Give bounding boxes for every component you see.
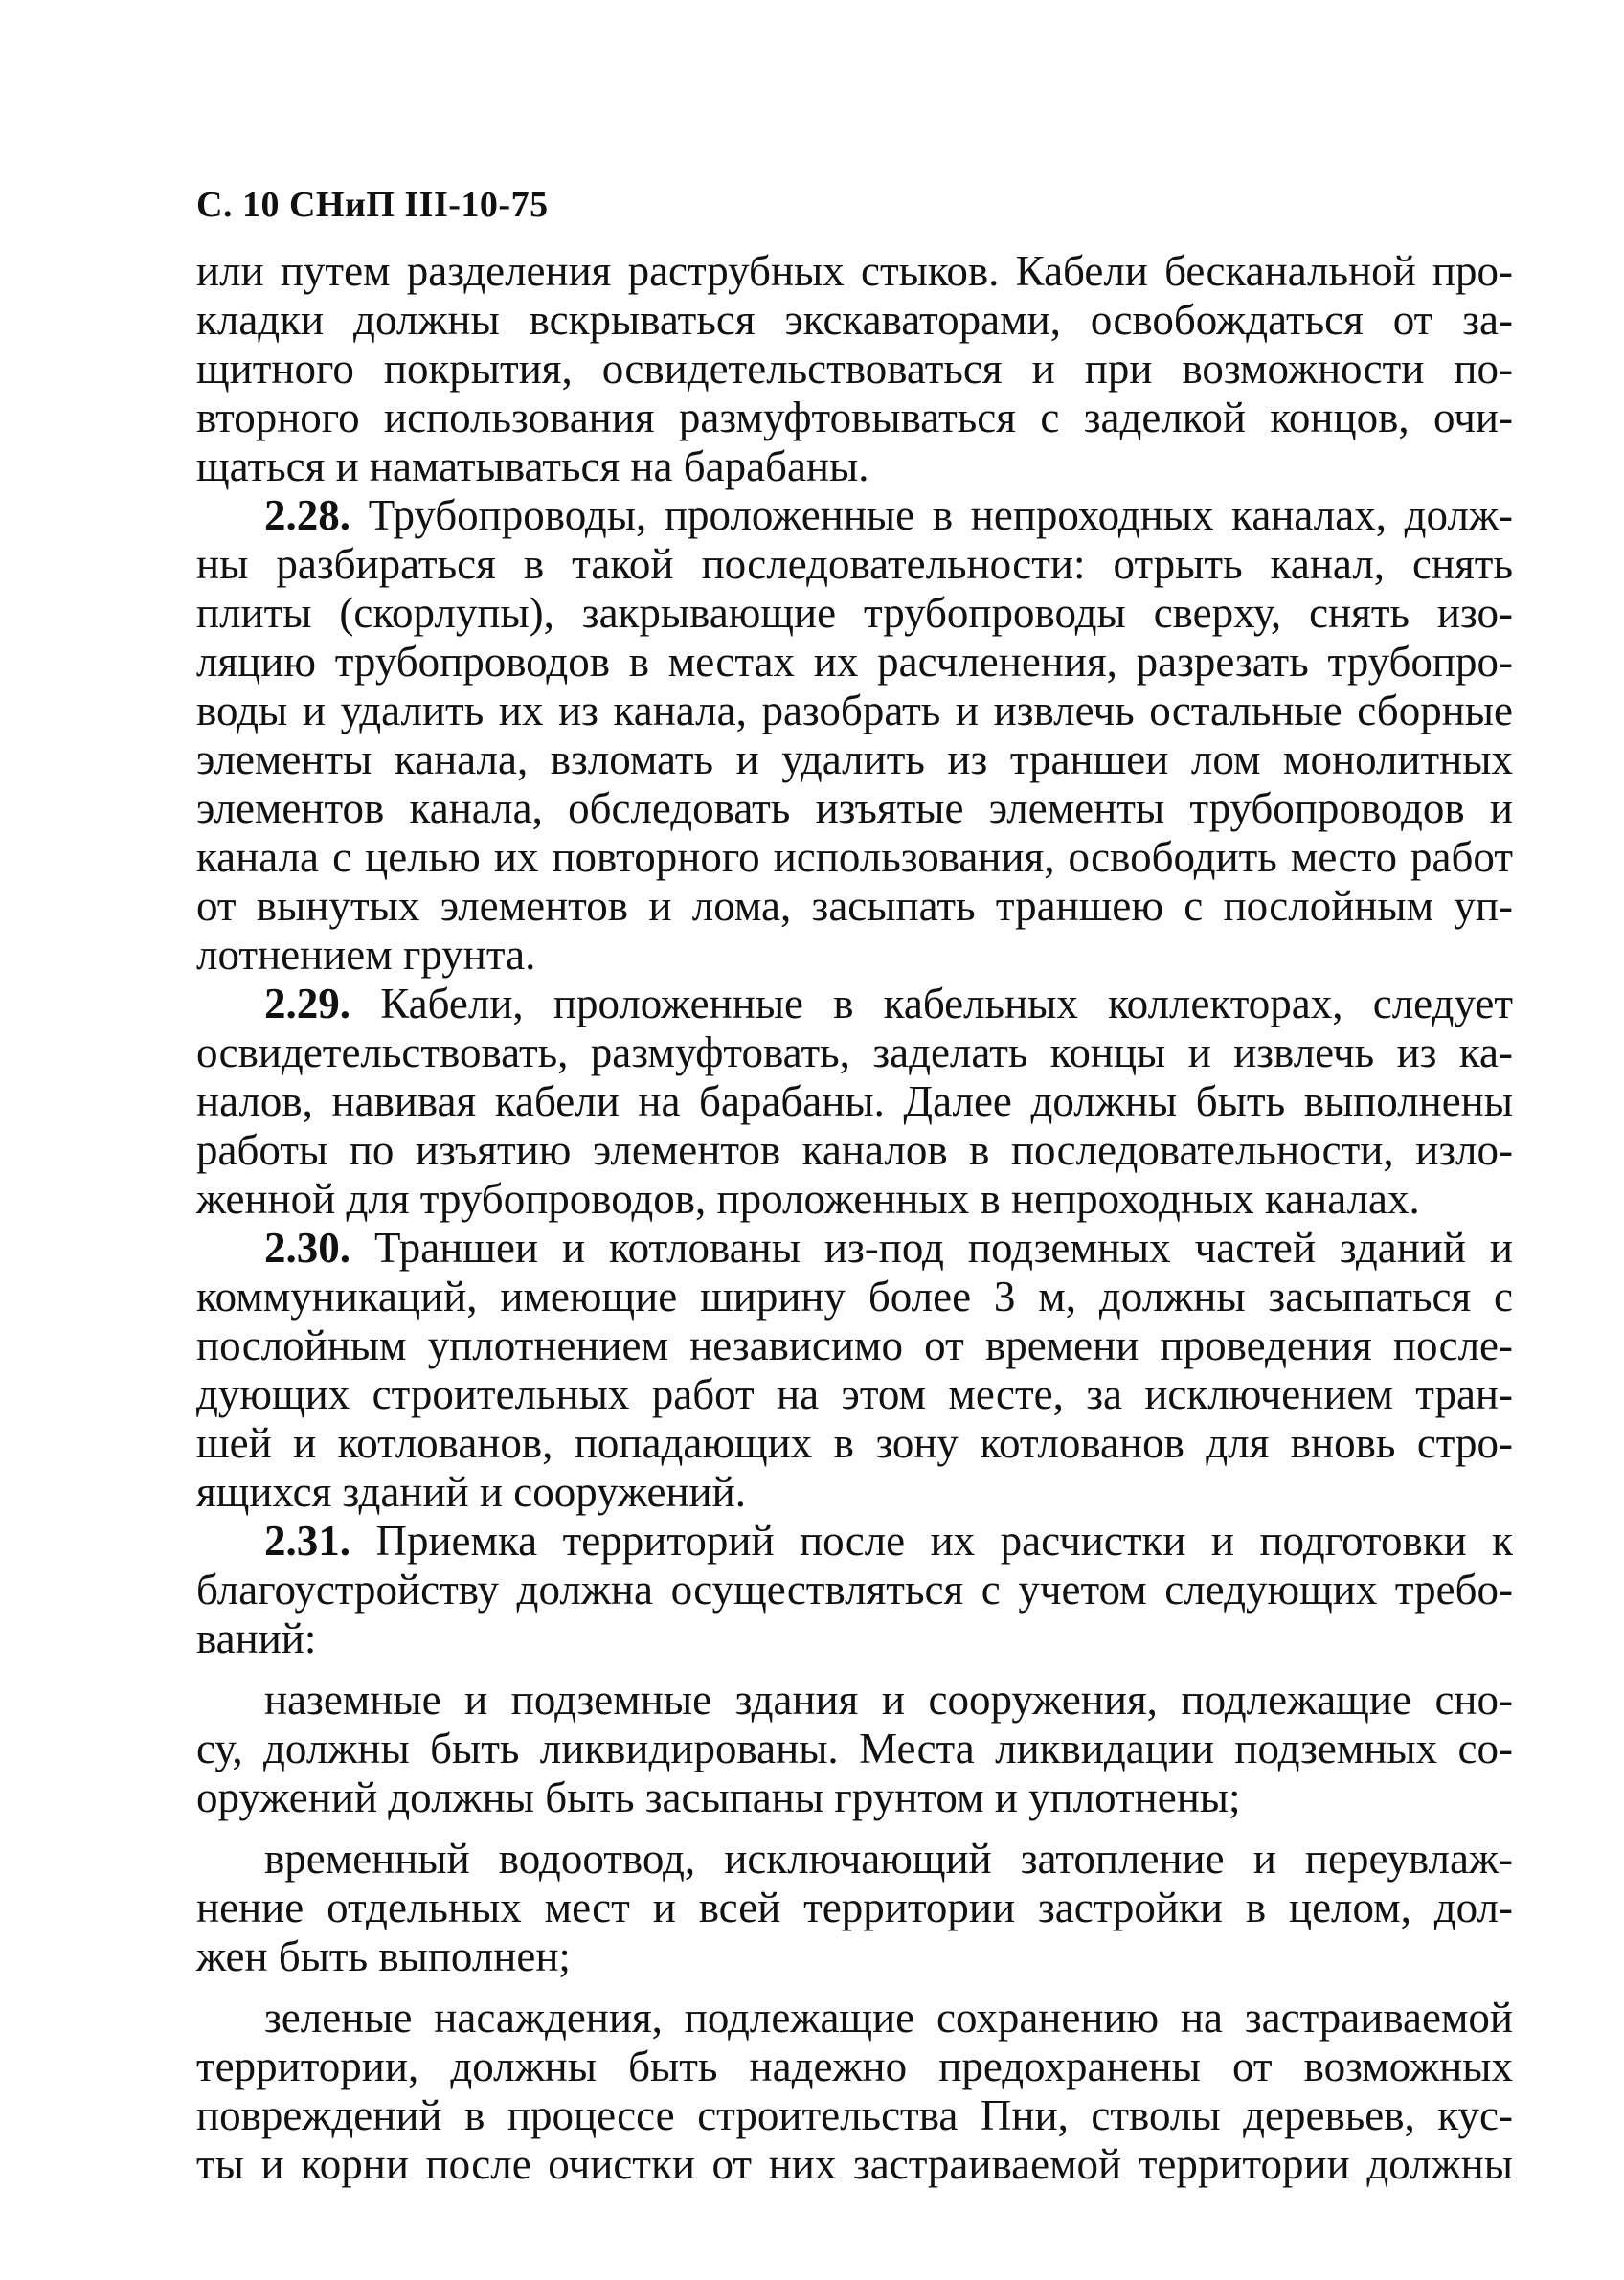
text-line: су, должны быть ликвидированы. Места ликвидации подземных со- [196,1725,1513,1772]
clause-2-31-first-line [264,1517,1513,1565]
text-line: ты и корни после очистки от них застраиваемой территории должны [196,2140,1513,2188]
text-line: плиты (скорлупы), закрывающие трубопроводы сверху, снять изо- [196,589,1513,637]
text-line: освидетельствовать, размуфтовать, заделать концы и извлечь из ка- [196,1028,1513,1076]
clause-2-29-first-line [264,980,1513,1027]
text-line: работы по изъятию элементов каналов в последовательности, изло- [196,1126,1513,1174]
text-line: или путем разделения раструбных стыков. Кабели бесканальной про- [196,247,1513,295]
text-line: элементов канала, обследовать изъятые элементы трубопроводов и [196,784,1513,832]
clause-2-28-first-line [264,491,1513,539]
text-line: щитного покрытия, освидетельствоваться и при возможности по- [196,345,1513,393]
text-line: элементы канала, взломать и удалить из траншеи лом монолитных [196,735,1513,783]
text-line: оружений должны быть засыпаны грунтом и уплотнены; [196,1773,1241,1821]
clause-2-30-first-line [264,1224,1513,1272]
clause-number: 2.31. [264,1517,350,1565]
text-line: ны разбираться в такой последовательности: отрыть канал, снять [196,540,1513,588]
text-line: коммуникаций, имеющие ширину более 3 м, должны засыпаться с [196,1273,1513,1321]
text-line: ящихся зданий и сооружений. [196,1468,746,1516]
text-line: кладки должны вскрываться экскаваторами, освобождаться от за- [196,296,1513,344]
list-item-first-line: зеленые насаждения, подлежащие сохранению на застраиваемой [264,1994,1513,2042]
text-line: воды и удалить их из канала, разобрать и извлечь остальные сборные [196,687,1513,734]
text-line: от вынутых элементов и лома, засыпать траншею с послойным уп- [196,882,1513,930]
text-line: лотнением грунта. [196,931,536,979]
text-line: дующих строительных работ на этом месте, за исключением тран- [196,1370,1513,1418]
clause-number: 2.30. [264,1224,350,1272]
text-line: территории, должны быть надежно предохранены от возможных [196,2043,1513,2090]
clause-text: Кабели, проложенные в кабельных коллекторах, следует [350,980,1513,1027]
clause-number: 2.28. [264,491,350,539]
list-item-first-line: наземные и подземные здания и сооружения, подлежащие сно- [264,1676,1513,1724]
text-line: шей и котлованов, попадающих в зону котлованов для вновь стро- [196,1419,1513,1467]
text-line: повреждений в процессе строительства Пни, стволы деревьев, кус- [196,2091,1513,2139]
list-item-first-line: временный водоотвод, исключающий затопление и переувлаж- [264,1835,1513,1883]
text-line: вторного использования размуфтовываться с заделкой концов, очи- [196,394,1513,441]
clause-number: 2.29. [264,980,350,1027]
clause-text: Приемка территорий после их расчистки и подготовки к [350,1517,1513,1565]
text-line: ляцию трубопроводов в местах их расчленения, разрезать трубопро- [196,638,1513,686]
text-line: послойным уплотнением независимо от времени проведения после- [196,1321,1513,1369]
text-line: благоустройству должна осуществляться с учетом следующих требо- [196,1566,1513,1614]
text-line: ваний: [196,1614,317,1662]
text-line: канала с целью их повторного использования, освободить место работ [196,833,1513,881]
text-line: щаться и наматываться на барабаны. [196,442,869,490]
text-line: нение отдельных мест и всей территории застройки в целом, дол- [196,1884,1513,1931]
clause-text: Трубопроводы, проложенные в непроходных каналах, долж- [350,491,1513,539]
running-header: С. 10 СНиП III-10-75 [196,185,549,225]
clause-text: Траншеи и котлованы из-под подземных частей зданий и [350,1224,1513,1272]
text-line: жен быть выполнен; [196,1932,571,1980]
text-line: налов, навивая кабели на барабаны. Далее должны быть выполнены [196,1077,1513,1125]
text-line: женной для трубопроводов, проложенных в непроходных каналах. [196,1175,1420,1223]
